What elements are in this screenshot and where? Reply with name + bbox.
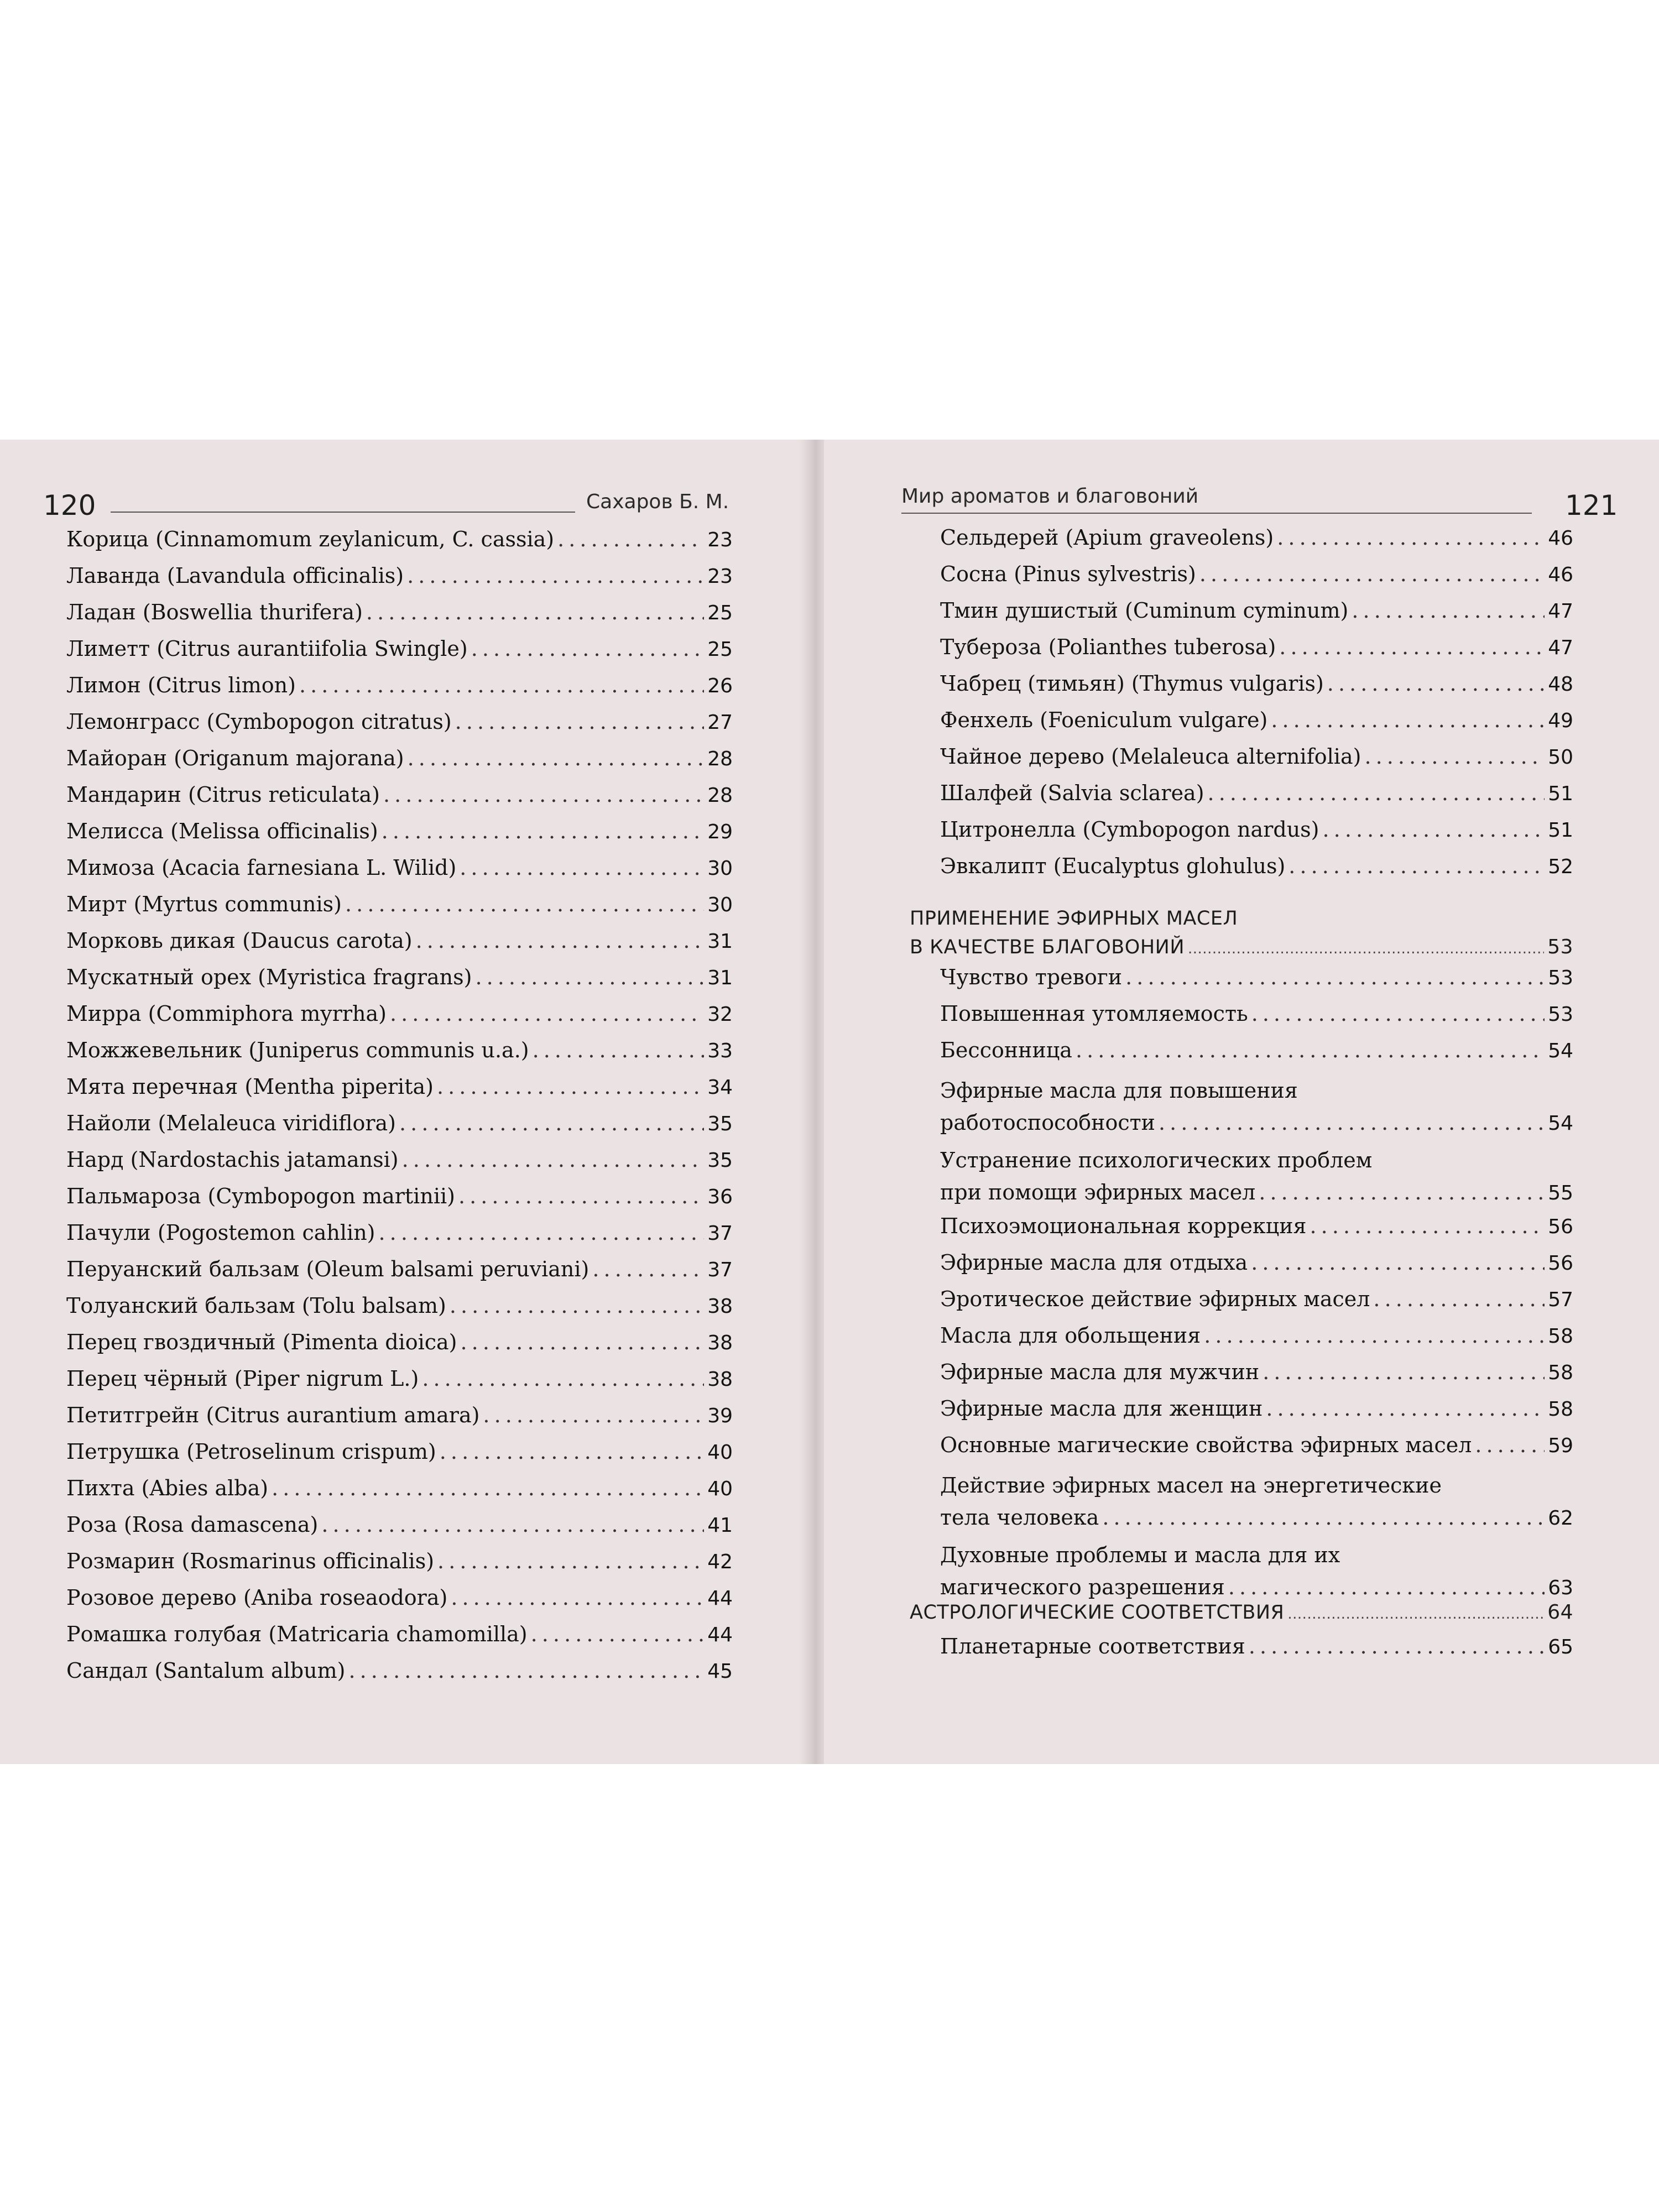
entry-title: Шалфей (Salvia sclarea)	[940, 781, 1204, 805]
toc-entry[interactable]	[66, 637, 733, 673]
toc-entry[interactable]	[66, 1074, 733, 1111]
entry-title: Сандал (Santalum album)	[66, 1658, 346, 1683]
toc-entry[interactable]	[940, 562, 1573, 598]
leader-dots	[1279, 635, 1545, 659]
entry-title: Устранение психологических проблем	[940, 1148, 1373, 1172]
toc-entry[interactable]	[66, 855, 733, 892]
entry-title: Тубероза (Polianthes tuberosa)	[940, 635, 1276, 659]
toc-entry[interactable]	[940, 1469, 1573, 1539]
toc-entry[interactable]	[66, 965, 733, 1001]
page-number-left: 120	[43, 489, 96, 521]
entry-page: 45	[707, 1660, 733, 1683]
leader-dots	[557, 527, 704, 551]
leader-dots	[422, 1366, 704, 1391]
toc-entry[interactable]	[66, 709, 733, 746]
section-heading-line1: АСТРОЛОГИЧЕСКИЕ СООТВЕТСТВИЯ	[910, 1601, 1285, 1624]
entry-page: 51	[1548, 819, 1573, 842]
leader-dots	[1352, 598, 1545, 623]
leader-dots	[458, 1184, 704, 1208]
section-page: 64	[1547, 1601, 1573, 1624]
entry-title: Толуанский бальзам (Tolu balsam)	[66, 1293, 446, 1318]
leader-dots	[1327, 671, 1545, 696]
toc-entry[interactable]	[66, 1585, 733, 1622]
leader-dots	[1159, 1107, 1545, 1139]
entry-title-continued: работоспособности	[940, 1110, 1155, 1135]
leader-dots	[345, 892, 704, 916]
leader-dots	[461, 1330, 705, 1354]
leader-dots	[1277, 525, 1545, 550]
entry-title: Лимон (Citrus limon)	[66, 673, 296, 697]
toc-entry[interactable]	[66, 782, 733, 819]
entry-title: Пихта (Abies alba)	[66, 1476, 269, 1500]
entry-page: 58	[1548, 1398, 1573, 1421]
entry-page: 56	[1548, 1252, 1573, 1275]
entry-page: 40	[707, 1478, 733, 1500]
entry-page: 34	[707, 1076, 733, 1099]
running-head-left: Сахаров Б. М.	[586, 491, 729, 513]
entry-page: 25	[707, 602, 733, 624]
entry-page: 38	[707, 1295, 733, 1318]
entry-title: Ладан (Boswellia thurifera)	[66, 600, 363, 624]
leader-dots	[348, 1658, 704, 1683]
entry-page: 39	[707, 1405, 733, 1427]
entry-page: 35	[707, 1149, 733, 1172]
section-heading-line1: ПРИМЕНЕНИЕ ЭФИРНЫХ МАСЕЛ	[910, 907, 1238, 930]
entry-page: 51	[1548, 782, 1573, 805]
toc-entry[interactable]	[66, 819, 733, 855]
entry-title: Основные магические свойства эфирных масел	[940, 1433, 1472, 1457]
leader-dots	[382, 819, 705, 843]
toc-entry[interactable]	[940, 671, 1573, 708]
toc-entry[interactable]	[940, 1634, 1573, 1671]
toc-entry[interactable]	[940, 1001, 1573, 1038]
entry-page: 47	[1548, 600, 1573, 623]
book-spread	[0, 440, 1659, 1764]
leader-dots	[1251, 1001, 1545, 1026]
leader-dots	[475, 965, 704, 989]
entry-page: 55	[1548, 1182, 1573, 1204]
entry-title: Розовое дерево (Aniba roseaodora)	[66, 1585, 448, 1610]
toc-list-left	[66, 527, 733, 1695]
toc-entry[interactable]	[940, 1250, 1573, 1287]
entry-page: 31	[707, 930, 733, 953]
entry-title: Эротическое действие эфирных масел	[940, 1287, 1370, 1311]
entry-page: 32	[707, 1003, 733, 1026]
toc-entry[interactable]	[66, 1111, 733, 1147]
entry-page: 42	[707, 1551, 733, 1573]
leader-dots	[1208, 781, 1545, 805]
leader-dots	[407, 564, 704, 588]
toc-entry[interactable]	[66, 673, 733, 709]
toc-entry[interactable]	[66, 1403, 733, 1439]
entry-title: Ромашка голубая (Matricaria chamomilla)	[66, 1622, 528, 1646]
entry-page: 30	[707, 894, 733, 916]
entry-page: 44	[707, 1587, 733, 1610]
toc-entry[interactable]	[66, 1658, 733, 1695]
entry-title: Мирт (Myrtus communis)	[66, 892, 342, 916]
left-page	[0, 440, 807, 1764]
entry-title: Эфирные масла для женщин	[940, 1396, 1263, 1421]
section-page: 53	[1547, 936, 1573, 958]
entry-title: Эвкалипт (Eucalyptus glohulus)	[940, 854, 1286, 878]
toc-entry[interactable]	[940, 635, 1573, 671]
toc-entry[interactable]	[940, 1144, 1573, 1214]
leader-dots	[531, 1622, 705, 1646]
entry-title: Действие эфирных масел на энергетические	[940, 1473, 1442, 1498]
toc-entry[interactable]	[66, 600, 733, 637]
toc-entry[interactable]	[66, 1512, 733, 1549]
section-heading-incense[interactable]	[910, 904, 1573, 962]
leader-dots	[408, 746, 705, 770]
leader-dots	[1262, 1360, 1545, 1384]
leader-dots	[366, 600, 704, 624]
toc-entry[interactable]	[940, 708, 1573, 744]
leader-dots	[1259, 1176, 1545, 1208]
entry-title: Нард (Nardostachis jatamansi)	[66, 1147, 399, 1172]
entry-page: 52	[1548, 855, 1573, 878]
toc-entry[interactable]	[940, 525, 1573, 562]
entry-title: Пальмароза (Cymbopogon martinii)	[66, 1184, 455, 1208]
entry-page: 53	[1548, 1003, 1573, 1026]
leader-dots	[399, 1111, 704, 1135]
entry-page: 23	[707, 529, 733, 551]
leader-dots	[1323, 817, 1545, 842]
leader-dots	[1288, 854, 1545, 878]
toc-entry[interactable]	[66, 1549, 733, 1585]
entry-title: Лаванда (Lavandula officinalis)	[66, 564, 404, 588]
entry-title: Мелисса (Melissa officinalis)	[66, 819, 378, 843]
entry-page: 62	[1548, 1507, 1573, 1530]
entry-page: 37	[707, 1222, 733, 1245]
toc-entry[interactable]	[66, 1330, 733, 1366]
entry-page: 38	[707, 1368, 733, 1391]
leader-dots	[440, 1439, 704, 1464]
entry-page: 49	[1548, 709, 1573, 732]
entry-title: Лемонграсс (Cymbopogon citratus)	[66, 709, 452, 734]
entry-page: 41	[707, 1514, 733, 1537]
toc-entry[interactable]	[940, 781, 1573, 817]
toc-entry[interactable]	[66, 892, 733, 928]
entry-page: 28	[707, 784, 733, 807]
toc-entry[interactable]	[940, 1396, 1573, 1433]
entry-page: 35	[707, 1113, 733, 1135]
leader-dots	[1475, 1433, 1545, 1457]
entry-title: Петрушка (Petroselinum crispum)	[66, 1439, 436, 1464]
toc-entry[interactable]	[940, 1323, 1573, 1360]
entry-page: 54	[1548, 1112, 1573, 1135]
entry-title: Духовные проблемы и масла для их	[940, 1543, 1340, 1567]
leader-dots	[592, 1257, 704, 1281]
entry-title: Найоли (Melaleuca viridiflora)	[66, 1111, 396, 1135]
entry-title: Перец гвоздичный (Pimenta dioica)	[66, 1330, 457, 1354]
leader-dots	[1249, 1634, 1545, 1658]
entry-title: Мирра (Commiphora myrrha)	[66, 1001, 387, 1026]
toc-entry[interactable]	[940, 1214, 1573, 1250]
leader-dots	[1310, 1214, 1545, 1238]
entry-title: Повышенная утомляемость	[940, 1001, 1248, 1026]
leader-dots	[1251, 1250, 1545, 1275]
toc-entry[interactable]	[940, 1038, 1573, 1074]
leader-dots	[321, 1512, 704, 1537]
entry-title: Перуанский бальзам (Oleum balsami peruviani)	[66, 1257, 589, 1281]
leader-dots	[437, 1074, 704, 1099]
entry-title: Лиметт (Citrus aurantiifolia Swingle)	[66, 637, 468, 661]
leader-dots	[460, 855, 704, 880]
entry-page: 46	[1548, 564, 1573, 586]
leader-dots	[1364, 744, 1545, 769]
entry-title: Эфирные масла для отдыха	[940, 1250, 1248, 1275]
leader-dots	[299, 673, 704, 697]
leader-dots	[1188, 941, 1544, 957]
section-heading-line2: В КАЧЕСТВЕ БЛАГОВОНИЙ	[910, 936, 1185, 958]
entry-title-continued: тела человека	[940, 1505, 1099, 1530]
entry-page: 59	[1548, 1434, 1573, 1457]
section-heading-astrology[interactable]	[910, 1598, 1573, 1627]
entry-title-continued: магического разрешения	[940, 1575, 1225, 1599]
toc-entry[interactable]	[66, 1622, 733, 1658]
leader-dots	[455, 709, 705, 734]
entry-page: 23	[707, 565, 733, 588]
leader-dots	[1204, 1323, 1545, 1348]
leader-dots	[450, 1293, 704, 1318]
toc-entry[interactable]	[940, 744, 1573, 781]
toc-entry[interactable]	[66, 1220, 733, 1257]
toc-entry[interactable]	[66, 1439, 733, 1476]
entry-title: Чабрец (тимьян) (Thymus vulgaris)	[940, 671, 1324, 696]
toc-entry[interactable]	[940, 854, 1573, 890]
entry-page: 58	[1548, 1325, 1573, 1348]
entry-title: Петитгрейн (Citrus aurantium amara)	[66, 1403, 480, 1427]
entry-page: 47	[1548, 637, 1573, 659]
header-rule-right	[901, 513, 1532, 514]
entry-title: Бессонница	[940, 1038, 1072, 1062]
entry-page: 58	[1548, 1361, 1573, 1384]
entry-title-continued: при помощи эфирных масел	[940, 1180, 1256, 1204]
toc-entry[interactable]	[66, 1001, 733, 1038]
leader-dots	[383, 782, 704, 807]
leader-dots	[1271, 708, 1545, 732]
toc-entry[interactable]	[66, 1184, 733, 1220]
entry-title: Масла для обольщения	[940, 1323, 1201, 1348]
toc-entry[interactable]	[940, 598, 1573, 635]
entry-title: Цитронелла (Cymbopogon nardus)	[940, 817, 1319, 842]
entry-title: Планетарные соответствия	[940, 1634, 1245, 1658]
entry-page: 57	[1548, 1288, 1573, 1311]
leader-dots	[471, 637, 704, 661]
toc-entry[interactable]	[940, 1433, 1573, 1469]
entry-page: 31	[707, 967, 733, 989]
toc-entry[interactable]	[66, 564, 733, 600]
entry-page: 44	[707, 1624, 733, 1646]
entry-page: 30	[707, 857, 733, 880]
leader-dots	[483, 1403, 704, 1427]
leader-dots	[272, 1476, 704, 1500]
entry-page: 65	[1548, 1636, 1573, 1658]
toc-entry[interactable]	[66, 928, 733, 965]
entry-title: Сосна (Pinus sylvestris)	[940, 562, 1196, 586]
toc-entry[interactable]	[66, 1147, 733, 1184]
toc-entry[interactable]	[940, 965, 1573, 1001]
entry-title: Мандарин (Citrus reticulata)	[66, 782, 380, 807]
entry-page: 28	[707, 748, 733, 770]
leader-dots	[437, 1549, 704, 1573]
entry-page: 29	[707, 821, 733, 843]
leader-dots	[1125, 965, 1545, 989]
leader-dots	[390, 1001, 704, 1026]
leader-dots	[1373, 1287, 1545, 1311]
leader-dots	[451, 1585, 704, 1610]
toc-entry[interactable]	[66, 1257, 733, 1293]
toc-entry[interactable]	[940, 817, 1573, 854]
entry-title: Фенхель (Foeniculum vulgare)	[940, 708, 1268, 732]
leader-dots	[1076, 1038, 1545, 1062]
entry-page: 53	[1548, 967, 1573, 989]
entry-title: Майоран (Origanum majorana)	[66, 746, 404, 770]
entry-title: Эфирные масла для мужчин	[940, 1360, 1260, 1384]
entry-page: 27	[707, 711, 733, 734]
entry-title: Перец чёрный (Piper nigrum L.)	[66, 1366, 419, 1391]
leader-dots	[1199, 562, 1545, 586]
entry-title: Психоэмоциональная коррекция	[940, 1214, 1307, 1238]
header-rule-left	[111, 512, 575, 513]
right-page	[824, 440, 1659, 1764]
toc-entry[interactable]	[66, 1476, 733, 1512]
entry-title: Морковь дикая (Daucus carota)	[66, 928, 413, 953]
toc-entry[interactable]	[940, 1074, 1573, 1144]
entry-title: Чувство тревоги	[940, 965, 1123, 989]
leader-dots	[379, 1220, 705, 1245]
entry-page: 46	[1548, 527, 1573, 550]
entry-page: 36	[707, 1186, 733, 1208]
toc-entry[interactable]	[940, 1360, 1573, 1396]
leader-dots	[402, 1147, 705, 1172]
entry-title: Мимоза (Acacia farnesiana L. Wilid)	[66, 855, 457, 880]
entry-title: Розмарин (Rosmarinus officinalis)	[66, 1549, 435, 1573]
entry-page: 37	[707, 1259, 733, 1281]
entry-title: Сельдерей (Apium graveolens)	[940, 525, 1274, 550]
entry-page: 26	[707, 675, 733, 697]
entry-page: 38	[707, 1332, 733, 1354]
entry-title: Роза (Rosa damascena)	[66, 1512, 319, 1537]
entry-title: Корица (Cinnamomum zeylanicum, C. cassia)	[66, 527, 555, 551]
toc-list-right	[940, 525, 1573, 890]
toc-entry[interactable]	[66, 1293, 733, 1330]
leader-dots	[533, 1038, 705, 1062]
toc-entry[interactable]	[940, 1287, 1573, 1323]
entry-page: 48	[1548, 673, 1573, 696]
leader-dots	[416, 928, 705, 953]
entry-page: 33	[707, 1040, 733, 1062]
entry-title: Эфирные масла для повышения	[940, 1078, 1298, 1103]
page-number-right: 121	[1565, 489, 1618, 521]
toc-entry[interactable]	[66, 1038, 733, 1074]
entry-title: Чайное дерево (Melaleuca alternifolia)	[940, 744, 1361, 769]
entry-page: 25	[707, 638, 733, 661]
entry-title: Тмин душистый (Cuminum cyminum)	[940, 598, 1349, 623]
toc-list-astrology	[940, 1634, 1573, 1671]
entry-page: 54	[1548, 1040, 1573, 1062]
entry-page: 56	[1548, 1215, 1573, 1238]
entry-page: 40	[707, 1441, 733, 1464]
leader-dots	[1102, 1501, 1545, 1533]
toc-entry[interactable]	[66, 527, 733, 564]
toc-entry[interactable]	[66, 746, 733, 782]
entry-title: Пачули (Pogostemon cahlin)	[66, 1220, 375, 1245]
leader-dots	[1287, 1606, 1544, 1623]
entry-page: 63	[1548, 1577, 1573, 1599]
running-head-right: Мир ароматов и благовоний	[901, 485, 1199, 508]
entry-title: Мускатный орех (Myristica fragrans)	[66, 965, 472, 989]
entry-title: Можжевельник (Juniperus communis u.a.)	[66, 1038, 529, 1062]
toc-entry[interactable]	[66, 1366, 733, 1403]
toc-list-incense	[940, 965, 1573, 1609]
leader-dots	[1266, 1396, 1545, 1421]
entry-title: Мята перечная (Mentha piperita)	[66, 1074, 434, 1099]
entry-page: 50	[1548, 746, 1573, 769]
